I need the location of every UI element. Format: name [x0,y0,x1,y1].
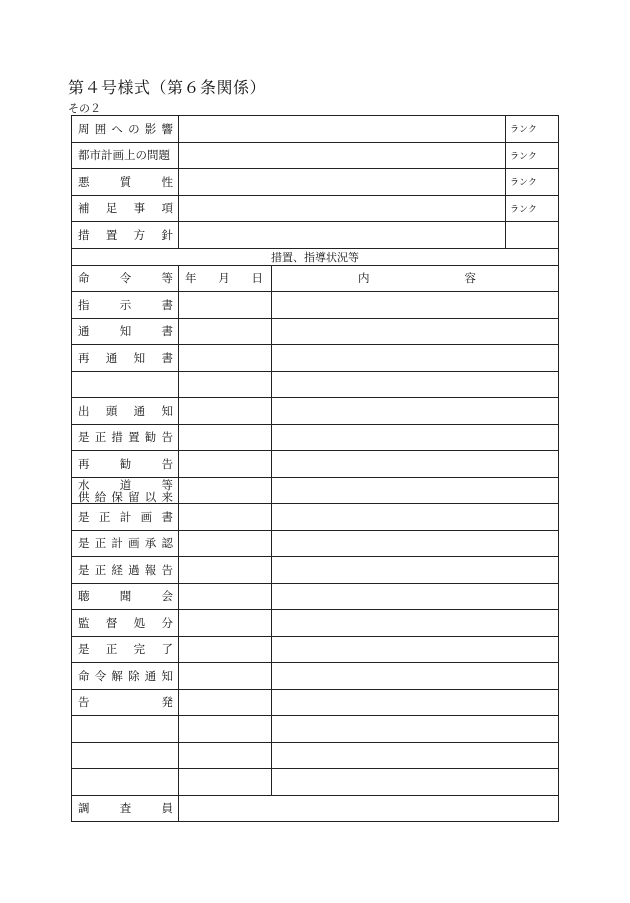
order-row [72,318,559,345]
order-date-field[interactable] [179,742,272,769]
label-line [72,403,178,419]
order-label [72,504,179,531]
label-char: 命 [78,668,90,683]
label-line [72,227,178,243]
label-char: 知 [119,324,132,339]
label-char: 画 [140,509,153,524]
label-line [72,562,178,578]
assessment-label [72,116,179,143]
order-label [72,318,179,345]
label-char: 再 [78,350,90,365]
order-content-field[interactable] [272,530,559,557]
label-char: 通 [133,403,146,418]
label-char: 通 [105,350,118,365]
order-row [72,398,559,425]
label-char: 給 [94,489,107,504]
assessment-value-field[interactable] [179,195,506,222]
order-label [72,371,179,398]
order-label [72,398,179,425]
label-char: 員 [161,801,173,816]
label-char: 月 [218,271,230,286]
order-label [72,583,179,610]
investigator-label [72,795,179,822]
label-char: 置 [105,227,118,242]
date-header-line [179,270,271,286]
order-label [72,636,179,663]
label-char: 解 [111,668,123,683]
label-line [72,323,178,339]
label-char: 正 [94,536,107,551]
order-date-field[interactable] [179,636,272,663]
label-char: 方 [133,227,146,242]
label-char: 針 [161,227,173,242]
label-char: 容 [464,271,476,286]
order-content-field[interactable] [272,424,559,451]
order-content-field[interactable] [272,318,559,345]
label-char: 分 [161,615,173,630]
form-table-body [72,116,559,822]
label-char: 計 [119,509,132,524]
label-char: 聴 [78,589,90,604]
form-table [71,115,559,822]
assessment-value-field[interactable] [179,116,506,143]
label-char: 書 [161,509,173,524]
label-char: 示 [119,297,132,312]
content-header-line [272,270,558,286]
order-row [72,636,559,663]
order-row [72,530,559,557]
order-content-field[interactable] [272,345,559,372]
label-char: 通 [144,668,157,683]
order-content-field[interactable] [272,398,559,425]
label-char: 都市計画上の問題 [78,148,170,163]
label-line [72,694,178,710]
rank-cell: ランク [506,116,559,143]
label-char: 補 [78,201,90,216]
order-label [72,742,179,769]
label-char: 水 [78,477,90,492]
label-char: 正 [94,430,107,445]
order-date-field[interactable] [179,398,272,425]
order-row [72,769,559,796]
label-char: 措 [78,227,90,242]
label-char: 来 [161,489,173,504]
label-char: 指 [78,297,90,312]
label-char: 報 [144,562,157,577]
label-char: 等 [161,477,173,492]
order-content-field[interactable] [272,477,559,504]
order-date-field[interactable] [179,610,272,637]
label-char: 措 [111,430,123,445]
assessment-row [72,222,559,249]
order-date-field[interactable] [179,345,272,372]
assessment-value-field[interactable] [179,169,506,196]
label-char: 以 [144,489,157,504]
label-line [72,456,178,472]
order-content-field[interactable] [272,371,559,398]
order-content-field[interactable] [272,583,559,610]
order-row [72,663,559,690]
label-line [72,121,178,137]
label-char: 聞 [119,589,132,604]
section-title: 措置、指導状況等 [72,248,559,265]
order-label [72,769,179,796]
order-column-header [72,265,179,292]
label-char: 過 [128,562,140,577]
label-char: 置 [128,430,140,445]
label-char: 足 [105,201,118,216]
label-char: 知 [133,350,146,365]
label-char: 通 [78,324,90,339]
label-line [72,479,178,491]
order-date-field[interactable] [179,318,272,345]
order-date-field[interactable] [179,557,272,584]
label-char: 囲 [94,121,107,136]
label-char: 周 [78,121,90,136]
label-char: 是 [78,562,90,577]
label-char: 知 [161,668,173,683]
label-char: 事 [133,201,146,216]
order-label [72,530,179,557]
label-char: 内 [358,271,370,286]
order-date-field[interactable] [179,689,272,716]
form-subtitle: その２ [68,102,101,115]
label-char: 除 [128,668,140,683]
assessment-label [72,195,179,222]
label-line [72,270,178,286]
label-char: 年 [185,271,197,286]
label-char: 道 [119,477,132,492]
label-char: 悪 [78,174,90,189]
label-char: 了 [161,642,173,657]
content-column-header [272,265,559,292]
label-line [72,588,178,604]
label-line [72,641,178,657]
rank-cell: ランク [506,169,559,196]
label-char: 書 [161,297,173,312]
order-content-field[interactable] [272,504,559,531]
order-row [72,689,559,716]
label-line [72,800,178,816]
order-row [72,557,559,584]
label-line [72,297,178,313]
label-char: 是 [78,642,90,657]
label-char: 影 [144,121,157,136]
label-char: 督 [105,615,118,630]
order-row [72,583,559,610]
order-label [72,689,179,716]
label-char: 留 [128,489,140,504]
label-line [72,615,178,631]
label-line [72,429,178,445]
label-char: 調 [78,801,90,816]
order-label [72,477,179,504]
label-char: 性 [161,174,173,189]
order-row [72,345,559,372]
order-row [72,742,559,769]
rank-cell [506,222,559,249]
label-char: 保 [111,489,123,504]
order-row [72,610,559,637]
label-char: 正 [94,562,107,577]
order-content-field[interactable] [272,451,559,478]
label-char: 等 [161,271,173,286]
order-label [72,292,179,319]
label-char: 認 [161,536,173,551]
order-label [72,557,179,584]
order-date-field[interactable] [179,663,272,690]
label-char: 完 [133,642,146,657]
order-date-field[interactable] [179,371,272,398]
investigator-row [72,795,559,822]
assessment-label [72,222,179,249]
section-title-row [72,248,559,265]
label-char: 項 [161,201,173,216]
order-label [72,716,179,743]
order-content-field[interactable] [272,689,559,716]
label-char: 響 [161,121,173,136]
label-char: 書 [161,350,173,365]
column-header-row [72,265,559,292]
label-char: 是 [78,430,90,445]
label-char: 知 [161,403,173,418]
label-char: 再 [78,456,90,471]
label-char: の [128,121,140,136]
assessment-row [72,169,559,196]
label-char: 令 [94,668,107,683]
order-date-field[interactable] [179,716,272,743]
label-char: 頭 [105,403,118,418]
assessment-value-field[interactable] [179,142,506,169]
order-content-field[interactable] [272,742,559,769]
label-char: 正 [98,509,111,524]
rank-cell: ランク [506,142,559,169]
label-char: 告 [161,456,173,471]
investigator-field[interactable] [179,795,559,822]
label-line [72,509,178,525]
order-content-field[interactable] [272,636,559,663]
order-date-field[interactable] [179,583,272,610]
order-label [72,424,179,451]
order-date-field[interactable] [179,530,272,557]
label-char: 正 [105,642,118,657]
label-char: 命 [78,271,90,286]
assessment-row [72,116,559,143]
order-row [72,504,559,531]
label-char: 書 [161,324,173,339]
assessment-row [72,142,559,169]
assessment-label [72,169,179,196]
label-char: 査 [119,801,132,816]
label-char: 画 [128,536,140,551]
order-row [72,451,559,478]
label-char: 供 [78,489,90,504]
label-char: 勧 [144,430,157,445]
label-line [72,668,178,684]
order-date-field[interactable] [179,504,272,531]
label-char: 是 [78,509,90,524]
date-column-header [179,265,272,292]
order-date-field[interactable] [179,292,272,319]
label-line [72,491,178,503]
order-content-field[interactable] [272,716,559,743]
order-row [72,292,559,319]
label-line [72,174,178,190]
label-char: 経 [111,562,123,577]
label-line [72,535,178,551]
label-char: へ [111,121,123,136]
label-char: 計 [111,536,123,551]
order-content-field[interactable] [272,663,559,690]
label-char: 日 [251,271,263,286]
order-label [72,451,179,478]
assessment-value-field[interactable] [179,222,506,249]
label-char: 承 [144,536,157,551]
label-char: 令 [119,271,132,286]
order-row [72,716,559,743]
form-title: 第４号様式（第６条関係） [68,78,267,97]
label-char: 発 [161,695,173,710]
order-content-field[interactable] [272,769,559,796]
order-date-field[interactable] [179,451,272,478]
label-line [72,147,178,163]
label-line [72,200,178,216]
order-content-field[interactable] [272,557,559,584]
label-char: 告 [78,695,90,710]
assessment-row [72,195,559,222]
order-row [72,371,559,398]
label-char: 勧 [119,456,132,471]
label-char: 告 [161,562,173,577]
order-row [72,477,559,504]
label-char: 会 [161,589,173,604]
label-char: 是 [78,536,90,551]
order-label [72,663,179,690]
label-char: 処 [133,615,146,630]
order-row [72,424,559,451]
order-content-field[interactable] [272,610,559,637]
order-date-field[interactable] [179,424,272,451]
label-char: 出 [78,403,90,418]
order-date-field[interactable] [179,769,272,796]
rank-cell: ランク [506,195,559,222]
label-char: 質 [119,174,132,189]
order-label [72,610,179,637]
assessment-label [72,142,179,169]
label-line [72,350,178,366]
order-content-field[interactable] [272,292,559,319]
label-char: 監 [78,615,90,630]
label-char: 告 [161,430,173,445]
order-label [72,345,179,372]
order-date-field[interactable] [179,477,272,504]
